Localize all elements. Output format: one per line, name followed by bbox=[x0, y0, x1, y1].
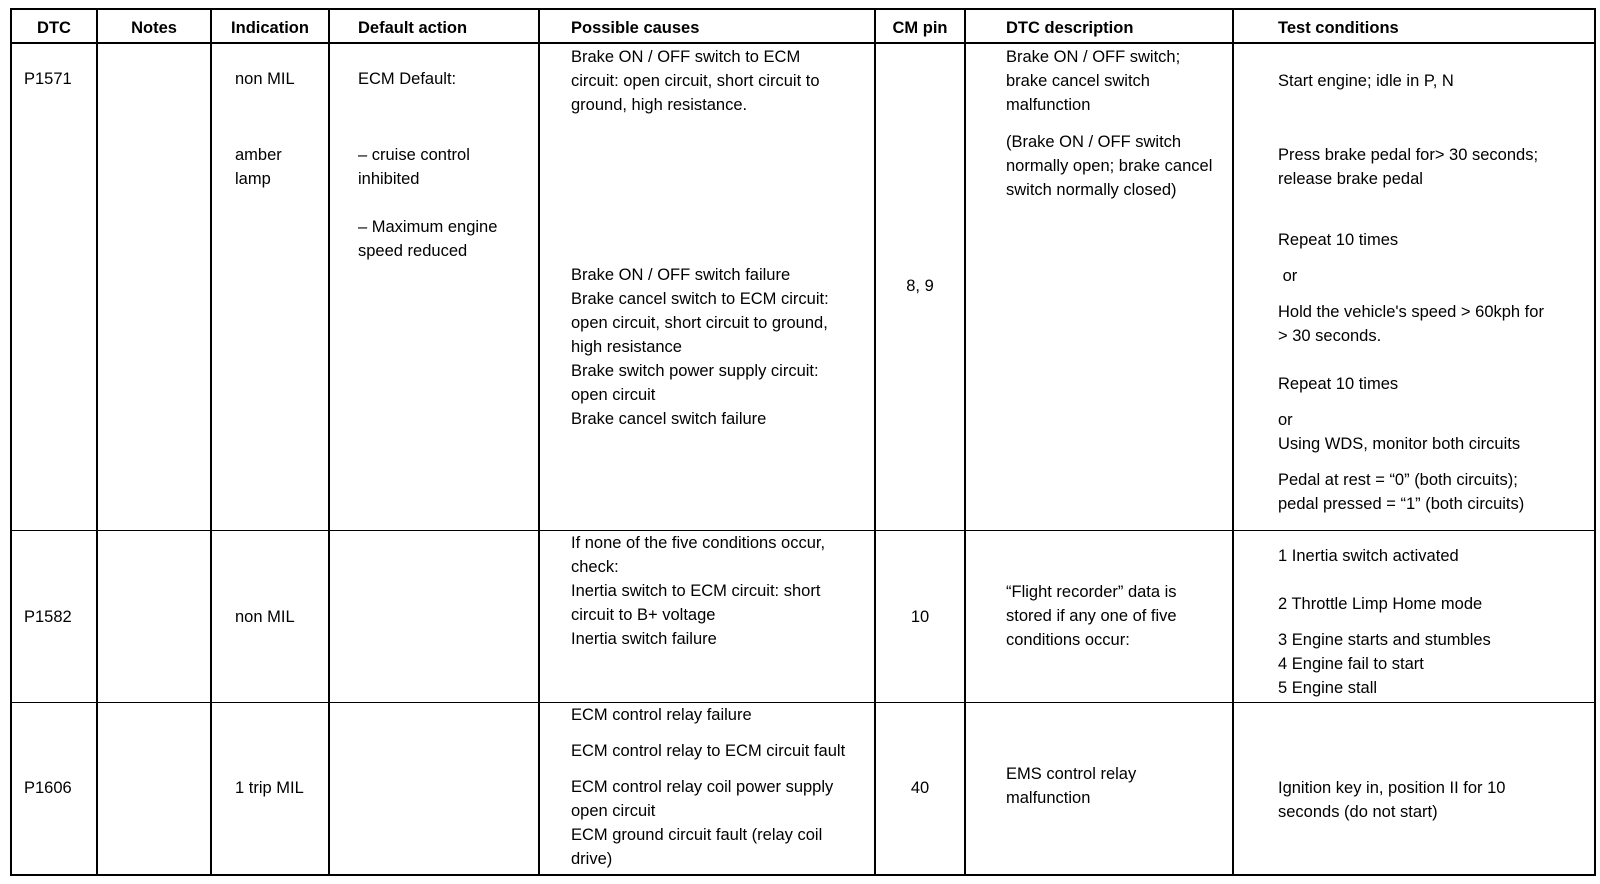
row-divider bbox=[10, 702, 1596, 703]
test-condition-text: Using WDS, monitor both circuits bbox=[1278, 435, 1521, 453]
possible-cause-text: ground, high resistance. bbox=[571, 96, 748, 114]
test-condition-text: Ignition key in, position II for 10 bbox=[1278, 779, 1506, 797]
default-action-text: – cruise control bbox=[358, 146, 470, 164]
test-condition-text: Press brake pedal for> 30 seconds; bbox=[1278, 146, 1539, 164]
test-condition-text: 4 Engine fail to start bbox=[1278, 655, 1424, 673]
indication-text: non MIL bbox=[235, 70, 295, 88]
dtc-description-text: stored if any one of five bbox=[1006, 607, 1177, 625]
indication-text: non MIL bbox=[235, 608, 295, 626]
possible-cause-text: If none of the five conditions occur, bbox=[571, 534, 826, 552]
possible-cause-text: Brake ON / OFF switch failure bbox=[571, 266, 791, 284]
test-condition-text: Pedal at rest = “0” (both circuits); bbox=[1278, 471, 1518, 489]
possible-cause-text: high resistance bbox=[571, 338, 682, 356]
dtc-code: P1606 bbox=[24, 779, 72, 797]
test-condition-text: Hold the vehicle's speed > 60kph for bbox=[1278, 303, 1544, 321]
dtc-description-text: EMS control relay bbox=[1006, 765, 1137, 783]
dtc-description-text: conditions occur: bbox=[1006, 631, 1130, 649]
test-condition-text: Start engine; idle in P, N bbox=[1278, 72, 1454, 90]
indication-text: 1 trip MIL bbox=[235, 779, 304, 797]
indication-text: amber bbox=[235, 146, 282, 164]
header-default-action: Default action bbox=[358, 19, 468, 37]
possible-cause-text: ECM control relay failure bbox=[571, 706, 752, 724]
default-action-text: speed reduced bbox=[358, 242, 468, 260]
test-condition-text: 3 Engine starts and stumbles bbox=[1278, 631, 1491, 649]
possible-cause-text: open circuit, short circuit to ground, bbox=[571, 314, 828, 332]
possible-cause-text: open circuit bbox=[571, 802, 656, 820]
column-divider bbox=[874, 8, 876, 876]
column-divider bbox=[328, 8, 330, 876]
possible-cause-text: open circuit bbox=[571, 386, 656, 404]
test-condition-text: 2 Throttle Limp Home mode bbox=[1278, 595, 1483, 613]
possible-cause-text: drive) bbox=[571, 850, 613, 868]
possible-cause-text: ECM control relay coil power supply bbox=[571, 778, 834, 796]
test-condition-text: pedal pressed = “1” (both circuits) bbox=[1278, 495, 1525, 513]
test-condition-text: or bbox=[1278, 267, 1298, 285]
default-action-text: ECM Default: bbox=[358, 70, 457, 88]
possible-cause-text: Brake ON / OFF switch to ECM bbox=[571, 48, 801, 66]
header-dtc: DTC bbox=[37, 19, 71, 37]
header-test-conditions: Test conditions bbox=[1278, 19, 1399, 37]
header-cm-pin: CM pin bbox=[892, 19, 948, 37]
possible-cause-text: Brake cancel switch to ECM circuit: bbox=[571, 290, 829, 308]
column-divider bbox=[1232, 8, 1234, 876]
test-condition-text: seconds (do not start) bbox=[1278, 803, 1438, 821]
dtc-code: P1571 bbox=[24, 70, 72, 88]
dtc-description-text: “Flight recorder” data is bbox=[1006, 583, 1177, 601]
possible-cause-text: ECM ground circuit fault (relay coil bbox=[571, 826, 823, 844]
cm-pin-value: 10 bbox=[910, 608, 930, 626]
dtc-description-text: malfunction bbox=[1006, 96, 1091, 114]
default-action-text: – Maximum engine bbox=[358, 218, 498, 236]
dtc-description-text: switch normally closed) bbox=[1006, 181, 1177, 199]
header-indication: Indication bbox=[231, 19, 309, 37]
test-condition-text: release brake pedal bbox=[1278, 170, 1423, 188]
test-condition-text: Repeat 10 times bbox=[1278, 375, 1399, 393]
header-dtc-description: DTC description bbox=[1006, 19, 1134, 37]
dtc-description-text: normally open; brake cancel bbox=[1006, 157, 1213, 175]
test-condition-text: Repeat 10 times bbox=[1278, 231, 1399, 249]
indication-text: lamp bbox=[235, 170, 271, 188]
test-condition-text: or bbox=[1278, 411, 1293, 429]
default-action-text: inhibited bbox=[358, 170, 420, 188]
cm-pin-value: 8, 9 bbox=[906, 277, 934, 295]
dtc-description-text: brake cancel switch bbox=[1006, 72, 1150, 90]
dtc-description-text: Brake ON / OFF switch; bbox=[1006, 48, 1181, 66]
header-divider bbox=[10, 42, 1596, 44]
possible-cause-text: circuit: open circuit, short circuit to bbox=[571, 72, 820, 90]
possible-cause-text: ECM control relay to ECM circuit fault bbox=[571, 742, 846, 760]
possible-cause-text: Inertia switch to ECM circuit: short bbox=[571, 582, 821, 600]
possible-cause-text: circuit to B+ voltage bbox=[571, 606, 716, 624]
possible-cause-text: check: bbox=[571, 558, 619, 576]
dtc-description-text: (Brake ON / OFF switch bbox=[1006, 133, 1182, 151]
column-divider bbox=[538, 8, 540, 876]
test-condition-text: > 30 seconds. bbox=[1278, 327, 1382, 345]
test-condition-text: 5 Engine stall bbox=[1278, 679, 1378, 697]
dtc-description-text: malfunction bbox=[1006, 789, 1091, 807]
column-divider bbox=[210, 8, 212, 876]
header-notes: Notes bbox=[131, 19, 177, 37]
possible-cause-text: Brake switch power supply circuit: bbox=[571, 362, 819, 380]
test-condition-text: 1 Inertia switch activated bbox=[1278, 547, 1459, 565]
possible-cause-text: Brake cancel switch failure bbox=[571, 410, 767, 428]
header-possible-causes: Possible causes bbox=[571, 19, 700, 37]
possible-cause-text: Inertia switch failure bbox=[571, 630, 717, 648]
column-divider bbox=[964, 8, 966, 876]
cm-pin-value: 40 bbox=[910, 779, 930, 797]
dtc-code: P1582 bbox=[24, 608, 72, 626]
column-divider bbox=[96, 8, 98, 876]
